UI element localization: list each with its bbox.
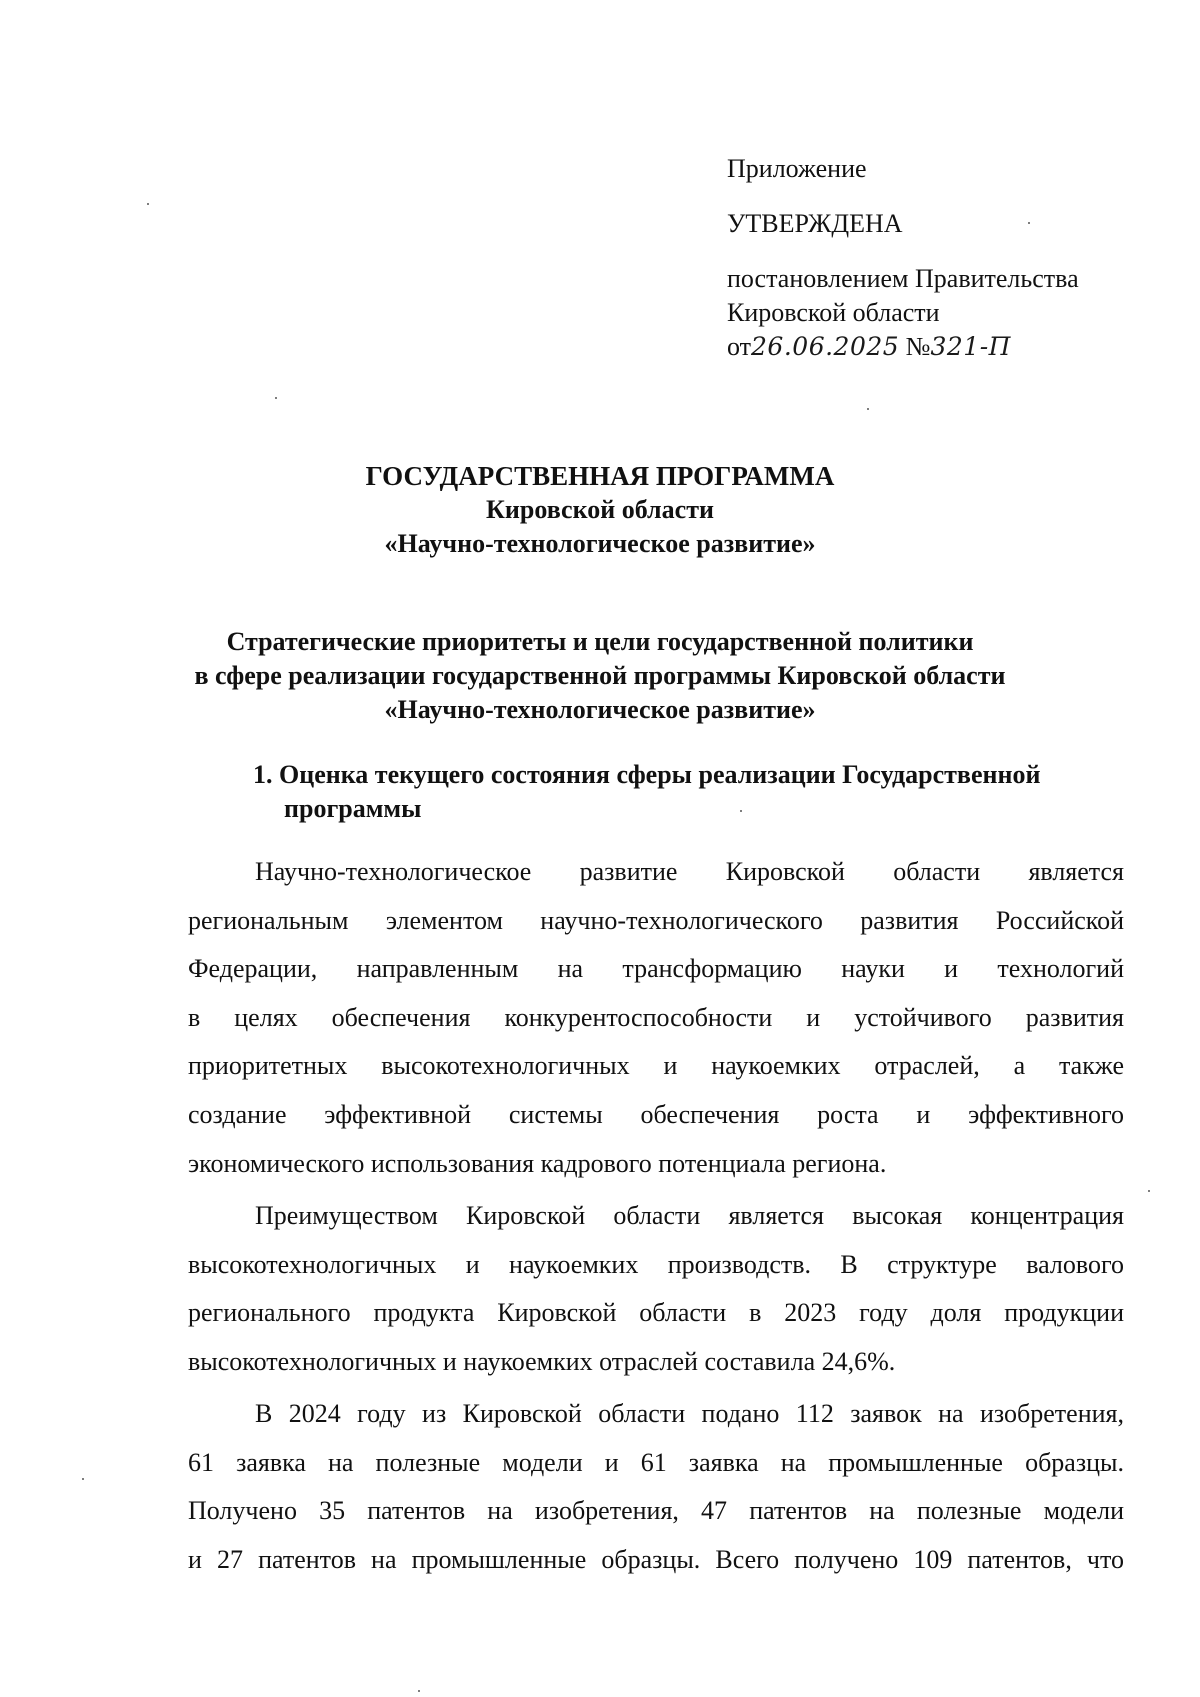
- paragraph-2: [188, 1192, 1124, 1386]
- paragraph-line: В 2024 году из Кировской области подано 112 заявок на изобретения,: [255, 1399, 1124, 1428]
- scan-speck: [147, 203, 149, 205]
- paragraph-line: в целях обеспечения конкурентоспособности и устойчивого развития: [188, 1002, 1124, 1032]
- priorities-title-line-3: «Научно-технологическое развитие»: [384, 695, 816, 724]
- priorities-title: [100, 625, 1100, 727]
- scan-speck: [275, 397, 277, 399]
- paragraph-line: высокотехнологичных и наукоемких отраслей составила 24,6%.: [188, 1346, 896, 1376]
- paragraph-line: региональным элементом научно-технологического развития Российской: [188, 905, 1124, 935]
- section-1-heading-line-1: 1. Оценка текущего состояния сферы реализации Государственной: [253, 760, 1041, 789]
- paragraph-line: 61 заявка на полезные модели и 61 заявка на промышленные образцы.: [188, 1447, 1124, 1477]
- scan-speck: [418, 1690, 420, 1692]
- approval-block: [727, 152, 1147, 364]
- number-prefix: №: [905, 332, 931, 361]
- scan-speck: [1148, 1190, 1150, 1192]
- paragraph-1: [188, 848, 1124, 1188]
- scan-speck: [1028, 222, 1030, 224]
- program-title-line-3: «Научно-технологическое развитие»: [384, 529, 816, 558]
- handwritten-date: 26.06.2025: [751, 332, 900, 361]
- appendix-label: Приложение: [727, 154, 867, 183]
- paragraph-line: Преимуществом Кировской области является высокая концентрация: [255, 1201, 1124, 1230]
- paragraph-line: экономического использования кадрового потенциала региона.: [188, 1148, 887, 1178]
- resolution-line-2: Кировской области: [727, 298, 940, 327]
- handwritten-number: 321-П: [930, 332, 1011, 361]
- section-1-heading: [253, 758, 1133, 826]
- date-prefix: от: [727, 332, 752, 361]
- program-title: [100, 459, 1100, 561]
- approved-label: УТВЕРЖДЕНА: [727, 209, 903, 238]
- paragraph-line: создание эффективной системы обеспечения роста и эффективного: [188, 1099, 1124, 1129]
- paragraph-line: Получено 35 патентов на изобретения, 47 патентов на полезные модели: [188, 1496, 1124, 1526]
- program-title-line-2: Кировской области: [486, 495, 714, 524]
- paragraph-line: приоритетных высокотехнологичных и наукоемких отраслей, а также: [188, 1051, 1124, 1081]
- priorities-title-line-2: в сфере реализации государственной программы Кировской области: [194, 661, 1006, 690]
- paragraph-line: Федерации, направленным на трансформацию науки и технологий: [188, 954, 1124, 984]
- resolution-line-1: постановлением Правительства: [727, 264, 1079, 293]
- paragraph-line: Научно-технологическое развитие Кировской области является: [255, 857, 1124, 886]
- program-title-line-1: ГОСУДАРСТВЕННАЯ ПРОГРАММА: [365, 461, 835, 491]
- paragraph-line: высокотехнологичных и наукоемких производств. В структуре валового: [188, 1249, 1124, 1279]
- priorities-title-line-1: Стратегические приоритеты и цели государственной политики: [226, 627, 974, 656]
- section-1-heading-line-2: программы: [284, 794, 422, 823]
- scan-speck: [740, 810, 742, 812]
- scan-speck: [82, 1478, 84, 1480]
- paragraph-line: регионального продукта Кировской области в 2023 году доля продукции: [188, 1298, 1124, 1328]
- paragraph-3: [188, 1390, 1124, 1584]
- scan-speck: [867, 408, 869, 410]
- resolution-date-number: [727, 330, 1147, 364]
- paragraph-line: и 27 патентов на промышленные образцы. Всего получено 109 патентов, что: [188, 1544, 1124, 1574]
